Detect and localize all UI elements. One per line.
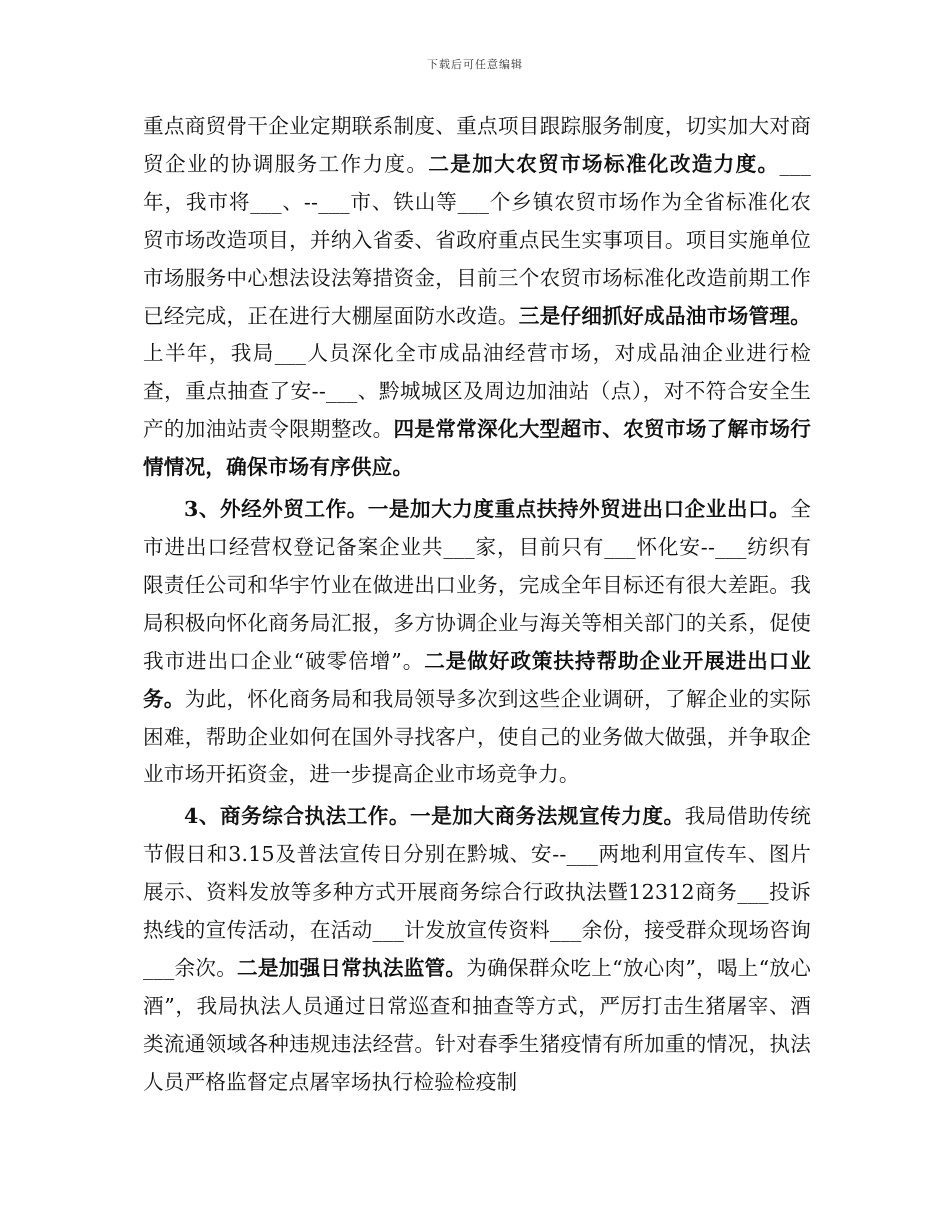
- paragraph-law-enforcement: [143, 798, 811, 1101]
- bold-heading: 四是常常深化大型超市、农贸市场了解市场行情情况，确保市场有序供应。: [143, 417, 811, 480]
- paragraph-text: 全市进出口经营权登记备案企业共___家，目前只有___怀化安--___纺织有限责任公司和华宇竹业在做进出口业务，完成全年目标还有很大差距。我局积极向怀化商务局汇报，多方协调企业与海关等相关部门的关系，促使我市进出口企业“破零倍增”。: [143, 497, 811, 673]
- document-body: [143, 108, 811, 1102]
- page-header: 下载后可任意编辑: [427, 58, 523, 71]
- paragraph-text: 上半年，我局___人员深化全市成品油经营市场，对成品油企业进行检查，重点抽查了安--___、黔城城区及周边加油站（点），对不符合安全生产的加油站责令限期整改。: [143, 341, 811, 442]
- bold-heading: 二是加大农贸市场标准化改造力度。: [428, 151, 780, 176]
- bold-heading: 二是加强日常执法监管。: [237, 955, 467, 980]
- bold-heading: 三是仔细抓好成品油市场管理。: [518, 303, 811, 328]
- section-heading: 3、外经外贸工作。一是加大力度重点扶持外贸进出口企业出口。: [184, 497, 791, 522]
- paragraph-text: 为此，怀化商务局和我局领导多次到这些企业调研，了解企业的实际困难，帮助企业如何在国外寻找客户，使自己的业务做大做强，并争取企业市场开拓资金，进一步提高企业市场竞争力。: [143, 686, 812, 787]
- paragraph-text: 为确保群众吃上“放心肉”，喝上“放心酒”，我局执法人员通过日常巡查和抽查等方式，严厉打击生猪屠宰、酒类流通领域各种违规违法经营。针对春季生猪疫情有所加重的情况，执法人员严格监督定点屠宰场执行检验检疫制: [143, 955, 812, 1094]
- bold-heading: 二是做好政策扶持帮助企业开展进出口业务。: [143, 648, 811, 711]
- paragraph-commerce-trade: [143, 108, 811, 487]
- paragraph-text: 我局借助传统节假日和3.15及普法宣传日分别在黔城、安--___两地利用宣传车、图片展示、资料发放等多种方式开展商务综合行政执法暨12312商务___投诉热线的宣传活动，在活动___计发放宣传资料___余份，接受群众现场咨询___余次。: [143, 804, 811, 980]
- section-heading: 4、商务综合执法工作。一是加大商务法规宣传力度。: [184, 804, 685, 829]
- paragraph-text: ___年，我市将___、--___市、铁山等___个乡镇农贸市场作为全省标准化农贸市场改造项目，并纳入省委、省政府重点民生实事项目。项目实施单位市场服务中心想法设法筹措资金，目前三个农贸市场标准化改造前期工作已经完成，正在进行大棚屋面防水改造。: [143, 151, 811, 328]
- paragraph-text: 重点商贸骨干企业定期联系制度、重点项目跟踪服务制度，切实加大对商贸企业的协调服务工作力度。: [143, 114, 811, 176]
- paragraph-foreign-trade: [143, 491, 811, 794]
